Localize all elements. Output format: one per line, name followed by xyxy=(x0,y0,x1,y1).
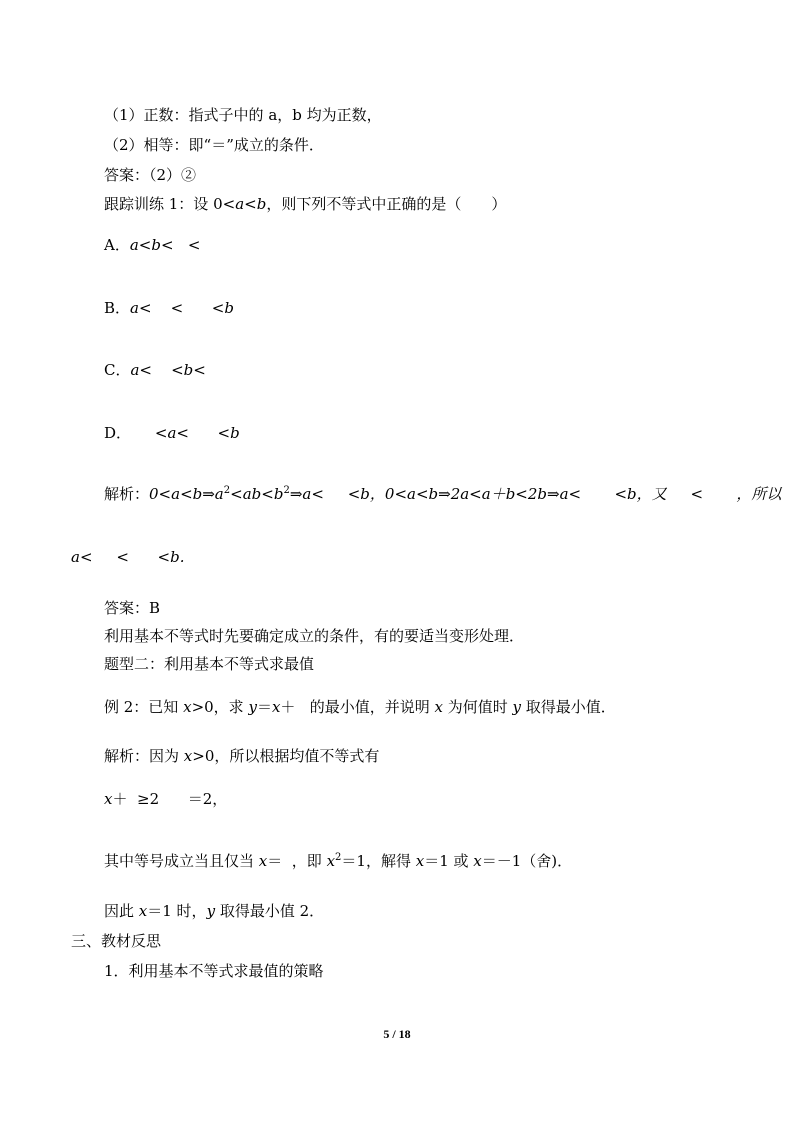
text: ＋ 的最小值，并说明 xyxy=(280,698,435,716)
text: >0，求 xyxy=(191,698,249,716)
practice-question xyxy=(104,195,506,213)
math: <ab<b xyxy=(230,485,284,503)
text: ＝1 时， xyxy=(147,902,207,920)
var-x: x xyxy=(183,698,192,716)
math: ⇒a< <b，0<a<b⇒2a<a＋b<2b⇒a< <b，又 < ，所以 xyxy=(289,485,782,503)
equation-1 xyxy=(104,790,227,808)
type-2-heading: 题型二：利用基本不等式求最值 xyxy=(104,655,315,673)
note: 利用基本不等式时先要确定成立的条件，有的要适当变形处理． xyxy=(104,627,525,645)
page-number: 5 / 18 xyxy=(383,1027,411,1041)
text: 跟踪训练 1：设 0< xyxy=(104,195,236,213)
label: 解析： xyxy=(104,485,150,503)
var-x: x xyxy=(434,698,443,716)
text: 解析：因为 xyxy=(104,747,184,765)
answer-2: 答案：B xyxy=(104,599,161,617)
analysis-1 xyxy=(104,485,781,503)
text: ＝ xyxy=(256,698,272,716)
var-x: x xyxy=(138,902,148,920)
section-3-heading: 三、教材反思 xyxy=(71,932,162,950)
analysis-1-cont: a< < <b. xyxy=(71,548,185,566)
var-y: y xyxy=(248,698,257,716)
answer-1: 答案：（2）② xyxy=(104,166,197,184)
var-y: y xyxy=(206,902,216,920)
text: 例 2：已知 xyxy=(104,698,184,716)
text: 因此 xyxy=(104,902,139,920)
option-text: <a< <b xyxy=(131,424,240,442)
var-y: y xyxy=(512,698,521,716)
text: ＝1 或 xyxy=(424,852,474,870)
var-x: x xyxy=(271,698,281,716)
line-positive: （1）正数：指式子中的 a，b 均为正数， xyxy=(104,106,382,124)
sup: 2 xyxy=(223,485,231,496)
sup: 2 xyxy=(335,852,342,863)
math: 0<a<b⇒a xyxy=(149,485,224,503)
option-text: a< < <b xyxy=(130,299,234,317)
option-d xyxy=(104,424,240,442)
line-equal: （2）相等：即“＝”成立的条件． xyxy=(104,136,324,154)
var-x: x xyxy=(258,852,268,870)
text: 其中等号成立当且仅当 xyxy=(104,852,259,870)
option-label: B． xyxy=(104,299,131,317)
text: ＝1，解得 xyxy=(341,852,416,870)
var-x: x xyxy=(104,790,113,808)
text: ，则下列不等式中正确的是（ ） xyxy=(266,195,507,213)
item-1: 1．利用基本不等式求最值的策略 xyxy=(104,962,324,980)
conclusion xyxy=(104,902,324,920)
text: < xyxy=(244,195,257,213)
option-label: D． xyxy=(104,424,132,442)
equality-condition xyxy=(104,852,572,870)
text: 取得最小值 2． xyxy=(215,902,325,920)
option-label: A． xyxy=(104,236,130,254)
var-x: x xyxy=(473,852,482,870)
example-2 xyxy=(104,698,616,716)
option-b xyxy=(104,299,234,317)
math: ＋ ≥2 ＝2， xyxy=(112,790,228,808)
var-a: a xyxy=(235,195,245,213)
option-label: C． xyxy=(104,361,131,379)
sup: 2 xyxy=(283,485,290,496)
option-text: a< <b< xyxy=(130,361,206,379)
text: ＝ ，即 xyxy=(267,852,327,870)
option-c xyxy=(104,361,206,379)
var-x: x xyxy=(326,852,336,870)
option-a xyxy=(104,236,200,254)
option-text: a<b< < xyxy=(129,236,201,254)
var-b: b xyxy=(256,195,267,213)
analysis-2 xyxy=(104,747,379,765)
text: >0，所以根据均值不等式有 xyxy=(192,747,380,765)
text: 取得最小值． xyxy=(521,698,616,716)
var-x: x xyxy=(415,852,425,870)
var-x: x xyxy=(183,747,193,765)
text: 为何值时 xyxy=(442,698,513,716)
text: ＝－1（舍)． xyxy=(481,852,573,870)
